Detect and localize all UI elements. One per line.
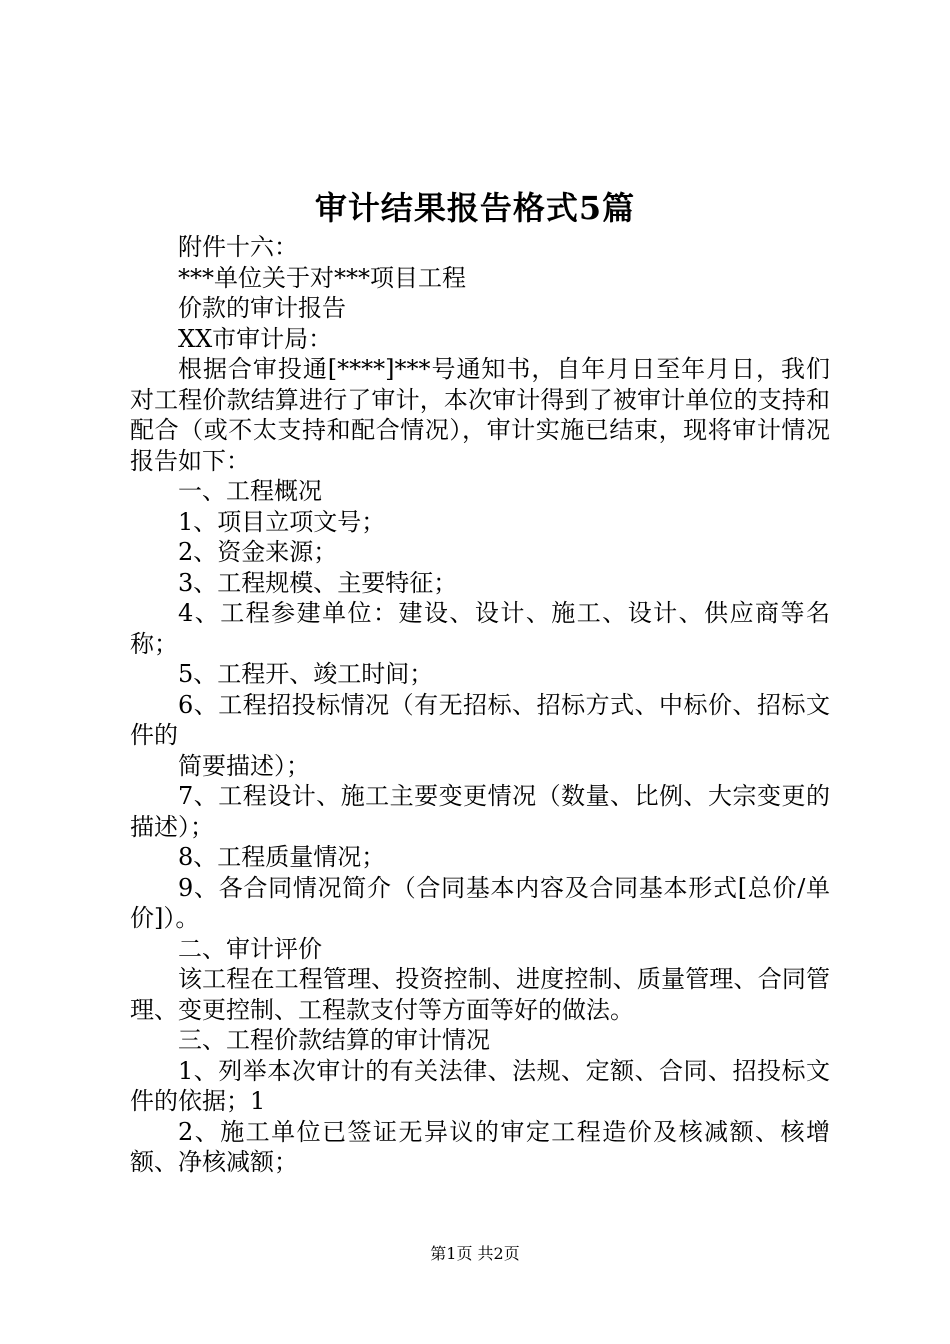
list-item: 6、工程招投标情况（有无招标、招标方式、中标价、招标文件的 [130,690,830,749]
list-item: 9、各合同情况简介（合同基本内容及合同基本形式[总价/单价]）。 [130,873,830,932]
paragraph-unit-heading: ***单位关于对***项目工程 [178,263,466,292]
page-footer: 第1页 共2页 [430,1244,520,1263]
paragraph-intro: 根据合审投通[****]***号通知书，自年月日至年月日，我们对工程价款结算进行了审计，本次审计得到了被审计单位的支持和配合（或不太支持和配合情况），审计实施已结束，现将审计情况报告如下： [130,355,830,475]
section-heading-settlement: 三、工程价款结算的审计情况 [178,1026,490,1054]
paragraph-report-heading: 价款的审计报告 [178,294,346,322]
paragraph-recipient: XX市审计局： [178,324,333,353]
list-item: 2、施工单位已签证无异议的审定工程造价及核减额、核增额、净核减额； [130,1117,830,1176]
paragraph-attachment: 附件十六： [178,233,298,261]
list-item: 8、工程质量情况； [178,843,386,871]
section-heading-overview: 一、工程概况 [178,477,322,505]
list-item: 5、工程开、竣工时间； [178,660,434,688]
list-item: 2、资金来源； [178,538,338,566]
list-item: 7、工程设计、施工主要变更情况（数量、比例、大宗变更的描述）； [130,782,830,841]
document-body [130,232,830,1178]
list-item: 1、列举本次审计的有关法律、法规、定额、合同、招投标文件的依据；1 [130,1056,830,1115]
document-title: 审计结果报告格式5篇 [314,189,636,227]
list-item: 1、项目立项文号； [178,507,386,536]
list-item-continuation: 简要描述）； [178,751,310,780]
paragraph-evaluation: 该工程在工程管理、投资控制、进度控制、质量管理、合同管理、变更控制、工程款支付等方面等好的做法。 [130,965,830,1024]
list-item: 4、工程参建单位：建设、设计、施工、设计、供应商等名称； [130,599,830,658]
section-heading-evaluation: 二、审计评价 [178,934,322,963]
list-item: 3、工程规模、主要特征； [178,568,458,597]
